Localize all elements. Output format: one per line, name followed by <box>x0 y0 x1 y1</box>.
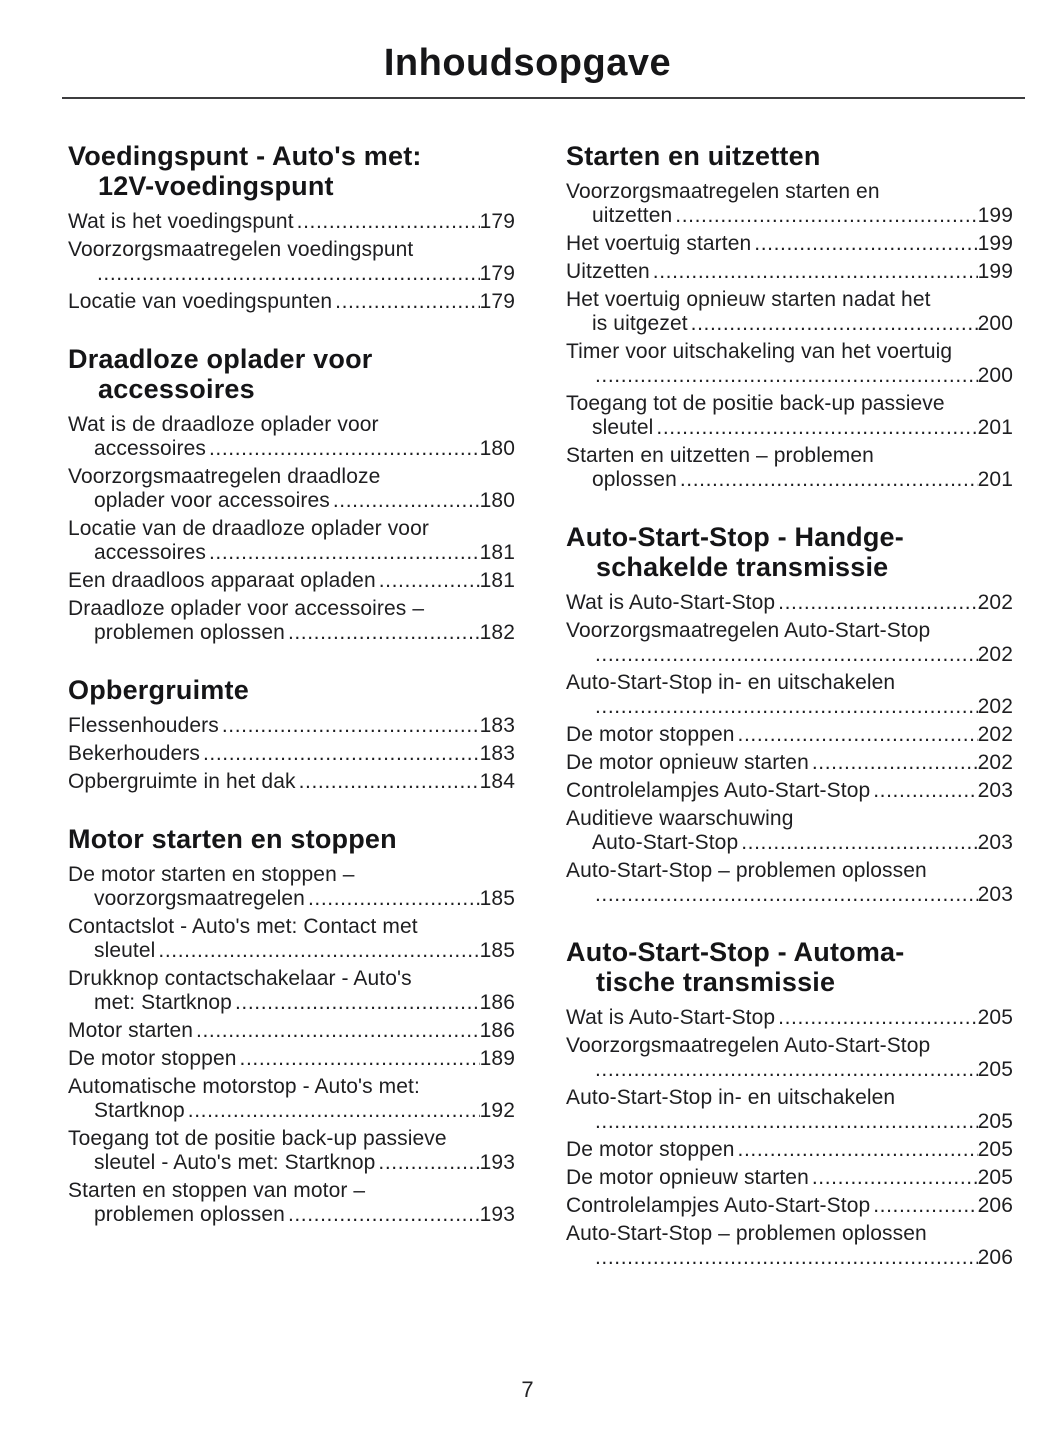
toc-entry-page-number: 183 <box>479 714 515 737</box>
toc-entry-text-line: Het voertuig opnieuw starten nadat het <box>566 288 931 311</box>
toc-entry <box>566 779 1013 803</box>
toc-entry-leader-line <box>68 541 515 565</box>
toc-entry-title: De motor stoppen <box>566 1138 735 1161</box>
title-divider <box>62 97 1025 99</box>
section-heading <box>68 675 515 705</box>
toc-entry-leader-line <box>68 714 515 738</box>
dot-leader <box>595 695 978 719</box>
dot-leader <box>297 210 480 234</box>
toc-entry-page-number: 182 <box>479 621 515 644</box>
dot-leader <box>873 1194 977 1218</box>
toc-entry-page-number: 192 <box>479 1099 515 1122</box>
toc-entry-leader-line <box>566 416 1013 440</box>
toc-entry-leader-line <box>566 723 1013 747</box>
toc-entry-text-line: De motor starten en stoppen – <box>68 863 355 886</box>
toc-entry-leader-line <box>68 290 515 314</box>
dot-leader <box>656 416 977 440</box>
toc-entry-text-line: Starten en stoppen van motor – <box>68 1179 366 1202</box>
toc-entry-title: Motor starten <box>68 1019 194 1042</box>
toc-entry-leader-line <box>566 591 1013 615</box>
toc-entry <box>566 859 1013 907</box>
toc-entry <box>566 671 1013 719</box>
toc-entry-title: accessoires <box>94 541 206 564</box>
toc-entry <box>566 288 1013 336</box>
toc-entry-leader-line <box>68 939 515 963</box>
toc-entry-leader-line <box>68 569 515 593</box>
toc-entry-page-number: 205 <box>977 1006 1013 1029</box>
toc-entry <box>68 1127 515 1175</box>
toc-entry <box>68 1179 515 1227</box>
dot-leader <box>209 541 480 565</box>
toc-entry-page-number: 206 <box>977 1194 1013 1217</box>
toc-entry-leader-line <box>566 643 1013 667</box>
toc-entry-page-number: 203 <box>977 883 1013 906</box>
toc-section <box>566 522 1013 907</box>
toc-entry-leader-line <box>68 437 515 461</box>
toc-entry-title: Flessenhouders <box>68 714 219 737</box>
toc-entry-title: met: Startknop <box>94 991 232 1014</box>
dot-leader <box>222 714 480 738</box>
toc-entry-page-number: 199 <box>977 260 1013 283</box>
dot-leader <box>738 723 978 747</box>
page-footer <box>0 1378 1055 1402</box>
section-heading-line: Draadloze oplader voor <box>68 344 373 374</box>
dot-leader <box>158 939 479 963</box>
toc-entry <box>68 210 515 234</box>
toc-entry <box>566 392 1013 440</box>
toc-entry-page-number: 202 <box>977 751 1013 774</box>
toc-entry <box>68 742 515 766</box>
toc-entry-leader-line <box>68 1019 515 1043</box>
toc-entry-title: problemen oplossen <box>94 621 285 644</box>
toc-entry-text-line: Auto-Start-Stop in- en uitschakelen <box>566 1086 896 1109</box>
toc-entry-title: Wat is Auto-Start-Stop <box>566 1006 776 1029</box>
toc-entry-text-line: Toegang tot de positie back-up passieve <box>566 392 945 415</box>
toc-entry-leader-line <box>566 695 1013 719</box>
toc-entry <box>566 1138 1013 1162</box>
toc-entry-leader-line <box>68 742 515 766</box>
toc-entry-page-number: 206 <box>977 1246 1013 1269</box>
toc-entry-leader-line <box>68 770 515 794</box>
dot-leader <box>196 1019 480 1043</box>
toc-entry-title: Uitzetten <box>566 260 650 283</box>
toc-entry-title: Opbergruimte in het dak <box>68 770 296 793</box>
dot-leader <box>812 1166 978 1190</box>
toc-entry-page-number: 189 <box>479 1047 515 1070</box>
toc-entry <box>566 751 1013 775</box>
toc-entry-title: voorzorgsmaatregelen <box>94 887 305 910</box>
toc-column-right <box>566 141 1013 1274</box>
toc-entry-page-number: 184 <box>479 770 515 793</box>
toc-entry <box>566 1166 1013 1190</box>
toc-entry-page-number: 203 <box>977 831 1013 854</box>
dot-leader <box>379 569 480 593</box>
toc-entry <box>68 238 515 286</box>
toc <box>68 141 1025 1274</box>
dot-leader <box>812 751 978 775</box>
toc-entry-page-number: 185 <box>479 939 515 962</box>
dot-leader <box>738 1138 978 1162</box>
toc-entry-text-line: Auto-Start-Stop in- en uitschakelen <box>566 671 896 694</box>
dot-leader <box>299 770 480 794</box>
toc-entry-page-number: 203 <box>977 779 1013 802</box>
toc-entry-leader-line <box>68 1151 515 1175</box>
toc-section <box>68 824 515 1227</box>
toc-entry <box>566 1034 1013 1082</box>
dot-leader <box>680 468 978 492</box>
toc-entry-leader-line <box>68 210 515 234</box>
section-heading-line: Motor starten en stoppen <box>68 824 397 854</box>
toc-entry-title: Controlelampjes Auto-Start-Stop <box>566 1194 871 1217</box>
toc-entry-title: Startknop <box>94 1099 185 1122</box>
section-heading-line: Voedingspunt - Auto's met: <box>68 141 422 171</box>
toc-entry-page-number: 179 <box>479 262 515 285</box>
toc-entry <box>566 723 1013 747</box>
toc-entry <box>68 1019 515 1043</box>
toc-entry <box>68 967 515 1015</box>
section-heading <box>68 824 515 854</box>
toc-entry-leader-line <box>68 991 515 1015</box>
toc-entry-text-line: Voorzorgsmaatregelen voedingspunt <box>68 238 414 261</box>
toc-entry <box>68 770 515 794</box>
toc-entry-text-line: Draadloze oplader voor accessoires – <box>68 597 425 620</box>
dot-leader <box>209 437 480 461</box>
toc-entry <box>68 597 515 645</box>
toc-entry-title: oplader voor accessoires <box>94 489 330 512</box>
toc-entry-page-number: 202 <box>977 695 1013 718</box>
toc-entry <box>566 444 1013 492</box>
dot-leader <box>288 621 480 645</box>
toc-entry-page-number: 186 <box>479 991 515 1014</box>
page-title: Inhoudsopgave <box>383 42 672 84</box>
dot-leader <box>595 1110 978 1134</box>
dot-leader <box>778 591 977 615</box>
toc-entry <box>566 180 1013 228</box>
toc-entry-text-line: Voorzorgsmaatregelen draadloze <box>68 465 381 488</box>
toc-entry-title: sleutel <box>592 416 654 439</box>
dot-leader <box>240 1047 480 1071</box>
toc-entry-leader-line <box>566 1246 1013 1270</box>
toc-entry-page-number: 200 <box>977 312 1013 335</box>
toc-entry-page-number: 200 <box>977 364 1013 387</box>
toc-entry-page-number: 183 <box>479 742 515 765</box>
toc-entry <box>68 569 515 593</box>
toc-entry-title: Bekerhouders <box>68 742 200 765</box>
toc-entry-title: accessoires <box>94 437 206 460</box>
dot-leader <box>595 364 978 388</box>
toc-entry-text-line: Wat is de draadloze oplader voor <box>68 413 379 436</box>
toc-entry-title: oplossen <box>592 468 677 491</box>
toc-entry-leader-line <box>566 1138 1013 1162</box>
toc-entry-text-line: Timer voor uitschakeling van het voertuig <box>566 340 953 363</box>
toc-entry-page-number: 205 <box>977 1138 1013 1161</box>
toc-entry-text-line: Auto-Start-Stop – problemen oplossen <box>566 1222 927 1245</box>
dot-leader <box>335 290 480 314</box>
toc-entry-leader-line <box>566 883 1013 907</box>
toc-entry <box>566 260 1013 284</box>
dot-leader <box>288 1203 480 1227</box>
toc-entry-leader-line <box>566 468 1013 492</box>
toc-entry-title: uitzetten <box>592 204 673 227</box>
toc-entry-text-line: Voorzorgsmaatregelen Auto-Start-Stop <box>566 1034 931 1057</box>
toc-entry <box>68 1047 515 1071</box>
dot-leader <box>378 1151 479 1175</box>
dot-leader <box>778 1006 977 1030</box>
section-heading <box>68 344 515 404</box>
toc-entry-page-number: 181 <box>479 541 515 564</box>
toc-entry <box>68 714 515 738</box>
toc-entry-leader-line <box>566 1058 1013 1082</box>
dot-leader <box>595 883 978 907</box>
dot-leader <box>97 262 480 286</box>
section-heading <box>68 141 515 201</box>
dot-leader <box>873 779 977 803</box>
toc-entry-page-number: 205 <box>977 1058 1013 1081</box>
section-heading-line: Starten en uitzetten <box>566 141 821 171</box>
toc-entry <box>68 1075 515 1123</box>
toc-section <box>68 141 515 314</box>
toc-entry-title: Wat is het voedingspunt <box>68 210 294 233</box>
toc-entry <box>68 863 515 911</box>
toc-entry-leader-line <box>68 621 515 645</box>
toc-entry-title: De motor opnieuw starten <box>566 751 809 774</box>
toc-entry-text-line: Voorzorgsmaatregelen starten en <box>566 180 880 203</box>
toc-entry-page-number: 199 <box>977 232 1013 255</box>
toc-entry <box>566 232 1013 256</box>
toc-entry-page-number: 179 <box>479 210 515 233</box>
toc-entry-title: sleutel - Auto's met: Startknop <box>94 1151 376 1174</box>
toc-entry-text-line: Toegang tot de positie back-up passieve <box>68 1127 447 1150</box>
toc-entry-title: De motor stoppen <box>68 1047 237 1070</box>
toc-entry <box>566 1222 1013 1270</box>
toc-entry-title: Auto-Start-Stop <box>592 831 739 854</box>
toc-entry <box>566 619 1013 667</box>
toc-entry-page-number: 193 <box>479 1203 515 1226</box>
toc-section <box>566 937 1013 1270</box>
toc-entry-text-line: Voorzorgsmaatregelen Auto-Start-Stop <box>566 619 931 642</box>
toc-entry-page-number: 202 <box>977 643 1013 666</box>
toc-entry-page-number: 201 <box>977 468 1013 491</box>
dot-leader <box>595 643 978 667</box>
toc-entry-leader-line <box>68 887 515 911</box>
toc-entry-leader-line <box>566 779 1013 803</box>
dot-leader <box>235 991 480 1015</box>
toc-entry-leader-line <box>566 1006 1013 1030</box>
toc-entry-title: is uitgezet <box>592 312 688 335</box>
toc-entry-page-number: 199 <box>977 204 1013 227</box>
section-heading-line: schakelde transmissie <box>596 552 889 582</box>
toc-entry-title: Wat is Auto-Start-Stop <box>566 591 776 614</box>
toc-entry-leader-line <box>68 489 515 513</box>
toc-entry <box>68 517 515 565</box>
toc-entry-leader-line <box>68 262 515 286</box>
dot-leader <box>754 232 977 256</box>
toc-entry-text-line: Automatische motorstop - Auto's met: <box>68 1075 420 1098</box>
toc-entry <box>68 290 515 314</box>
toc-section <box>68 344 515 645</box>
toc-entry-title: problemen oplossen <box>94 1203 285 1226</box>
toc-entry-leader-line <box>566 204 1013 228</box>
toc-entry-leader-line <box>68 1099 515 1123</box>
section-heading-line: accessoires <box>98 374 255 404</box>
toc-entry-page-number: 186 <box>479 1019 515 1042</box>
section-heading-line: Opbergruimte <box>68 675 249 705</box>
toc-entry-page-number: 205 <box>977 1110 1013 1133</box>
toc-entry-page-number: 205 <box>977 1166 1013 1189</box>
toc-entry-leader-line <box>566 751 1013 775</box>
dot-leader <box>333 489 480 513</box>
toc-entry-leader-line <box>566 1166 1013 1190</box>
dot-leader <box>675 204 977 228</box>
section-heading <box>566 937 1013 997</box>
toc-entry-page-number: 179 <box>479 290 515 313</box>
page-number: 7 <box>521 1377 534 1402</box>
section-heading-line: 12V-voedingspunt <box>98 171 334 201</box>
dot-leader <box>691 312 978 336</box>
toc-entry-leader-line <box>566 232 1013 256</box>
section-heading-line: tische transmissie <box>596 967 836 997</box>
toc-entry-leader-line <box>68 1203 515 1227</box>
toc-entry-text-line: Starten en uitzetten – problemen <box>566 444 874 467</box>
toc-entry-page-number: 185 <box>479 887 515 910</box>
toc-entry-text-line: Contactslot - Auto's met: Contact met <box>68 915 418 938</box>
toc-entry-page-number: 202 <box>977 723 1013 746</box>
toc-entry <box>566 1006 1013 1030</box>
toc-entry-leader-line <box>566 1110 1013 1134</box>
toc-entry-text-line: Locatie van de draadloze oplader voor <box>68 517 429 540</box>
toc-entry <box>566 1194 1013 1218</box>
toc-entry <box>566 591 1013 615</box>
dot-leader <box>741 831 977 855</box>
toc-entry-leader-line <box>566 831 1013 855</box>
toc-entry-page-number: 180 <box>479 489 515 512</box>
toc-entry-title: Het voertuig starten <box>566 232 752 255</box>
toc-section <box>566 141 1013 492</box>
section-heading <box>566 141 1013 171</box>
toc-entry <box>68 413 515 461</box>
dot-leader <box>188 1099 480 1123</box>
toc-entry-page-number: 180 <box>479 437 515 460</box>
toc-entry <box>68 915 515 963</box>
toc-entry-title: Een draadloos apparaat opladen <box>68 569 376 592</box>
toc-entry-leader-line <box>566 260 1013 284</box>
dot-leader <box>308 887 480 911</box>
toc-entry <box>566 1086 1013 1134</box>
dot-leader <box>653 260 978 284</box>
dot-leader <box>203 742 480 766</box>
toc-entry-text-line: Drukknop contactschakelaar - Auto's <box>68 967 412 990</box>
toc-entry-leader-line <box>566 364 1013 388</box>
toc-entry-page-number: 193 <box>479 1151 515 1174</box>
toc-entry-text-line: Auditieve waarschuwing <box>566 807 794 830</box>
toc-entry-leader-line <box>68 1047 515 1071</box>
toc-column-left <box>68 141 515 1274</box>
toc-entry-page-number: 202 <box>977 591 1013 614</box>
section-heading-line: Auto-Start-Stop - Automa- <box>566 937 905 967</box>
toc-entry-title: De motor opnieuw starten <box>566 1166 809 1189</box>
toc-entry-leader-line <box>566 312 1013 336</box>
toc-entry <box>566 340 1013 388</box>
toc-entry-leader-line <box>566 1194 1013 1218</box>
toc-entry <box>68 465 515 513</box>
titlebar <box>0 0 1055 99</box>
dot-leader <box>595 1058 978 1082</box>
toc-entry-title: De motor stoppen <box>566 723 735 746</box>
toc-entry <box>566 807 1013 855</box>
toc-entry-text-line: Auto-Start-Stop – problemen oplossen <box>566 859 927 882</box>
dot-leader <box>595 1246 978 1270</box>
toc-entry-title: sleutel <box>94 939 156 962</box>
toc-entry-page-number: 181 <box>479 569 515 592</box>
toc-entry-page-number: 201 <box>977 416 1013 439</box>
toc-entry-title: Locatie van voedingspunten <box>68 290 333 313</box>
toc-section <box>68 675 515 794</box>
toc-entry-title: Controlelampjes Auto-Start-Stop <box>566 779 871 802</box>
section-heading-line: Auto-Start-Stop - Handge- <box>566 522 904 552</box>
section-heading <box>566 522 1013 582</box>
